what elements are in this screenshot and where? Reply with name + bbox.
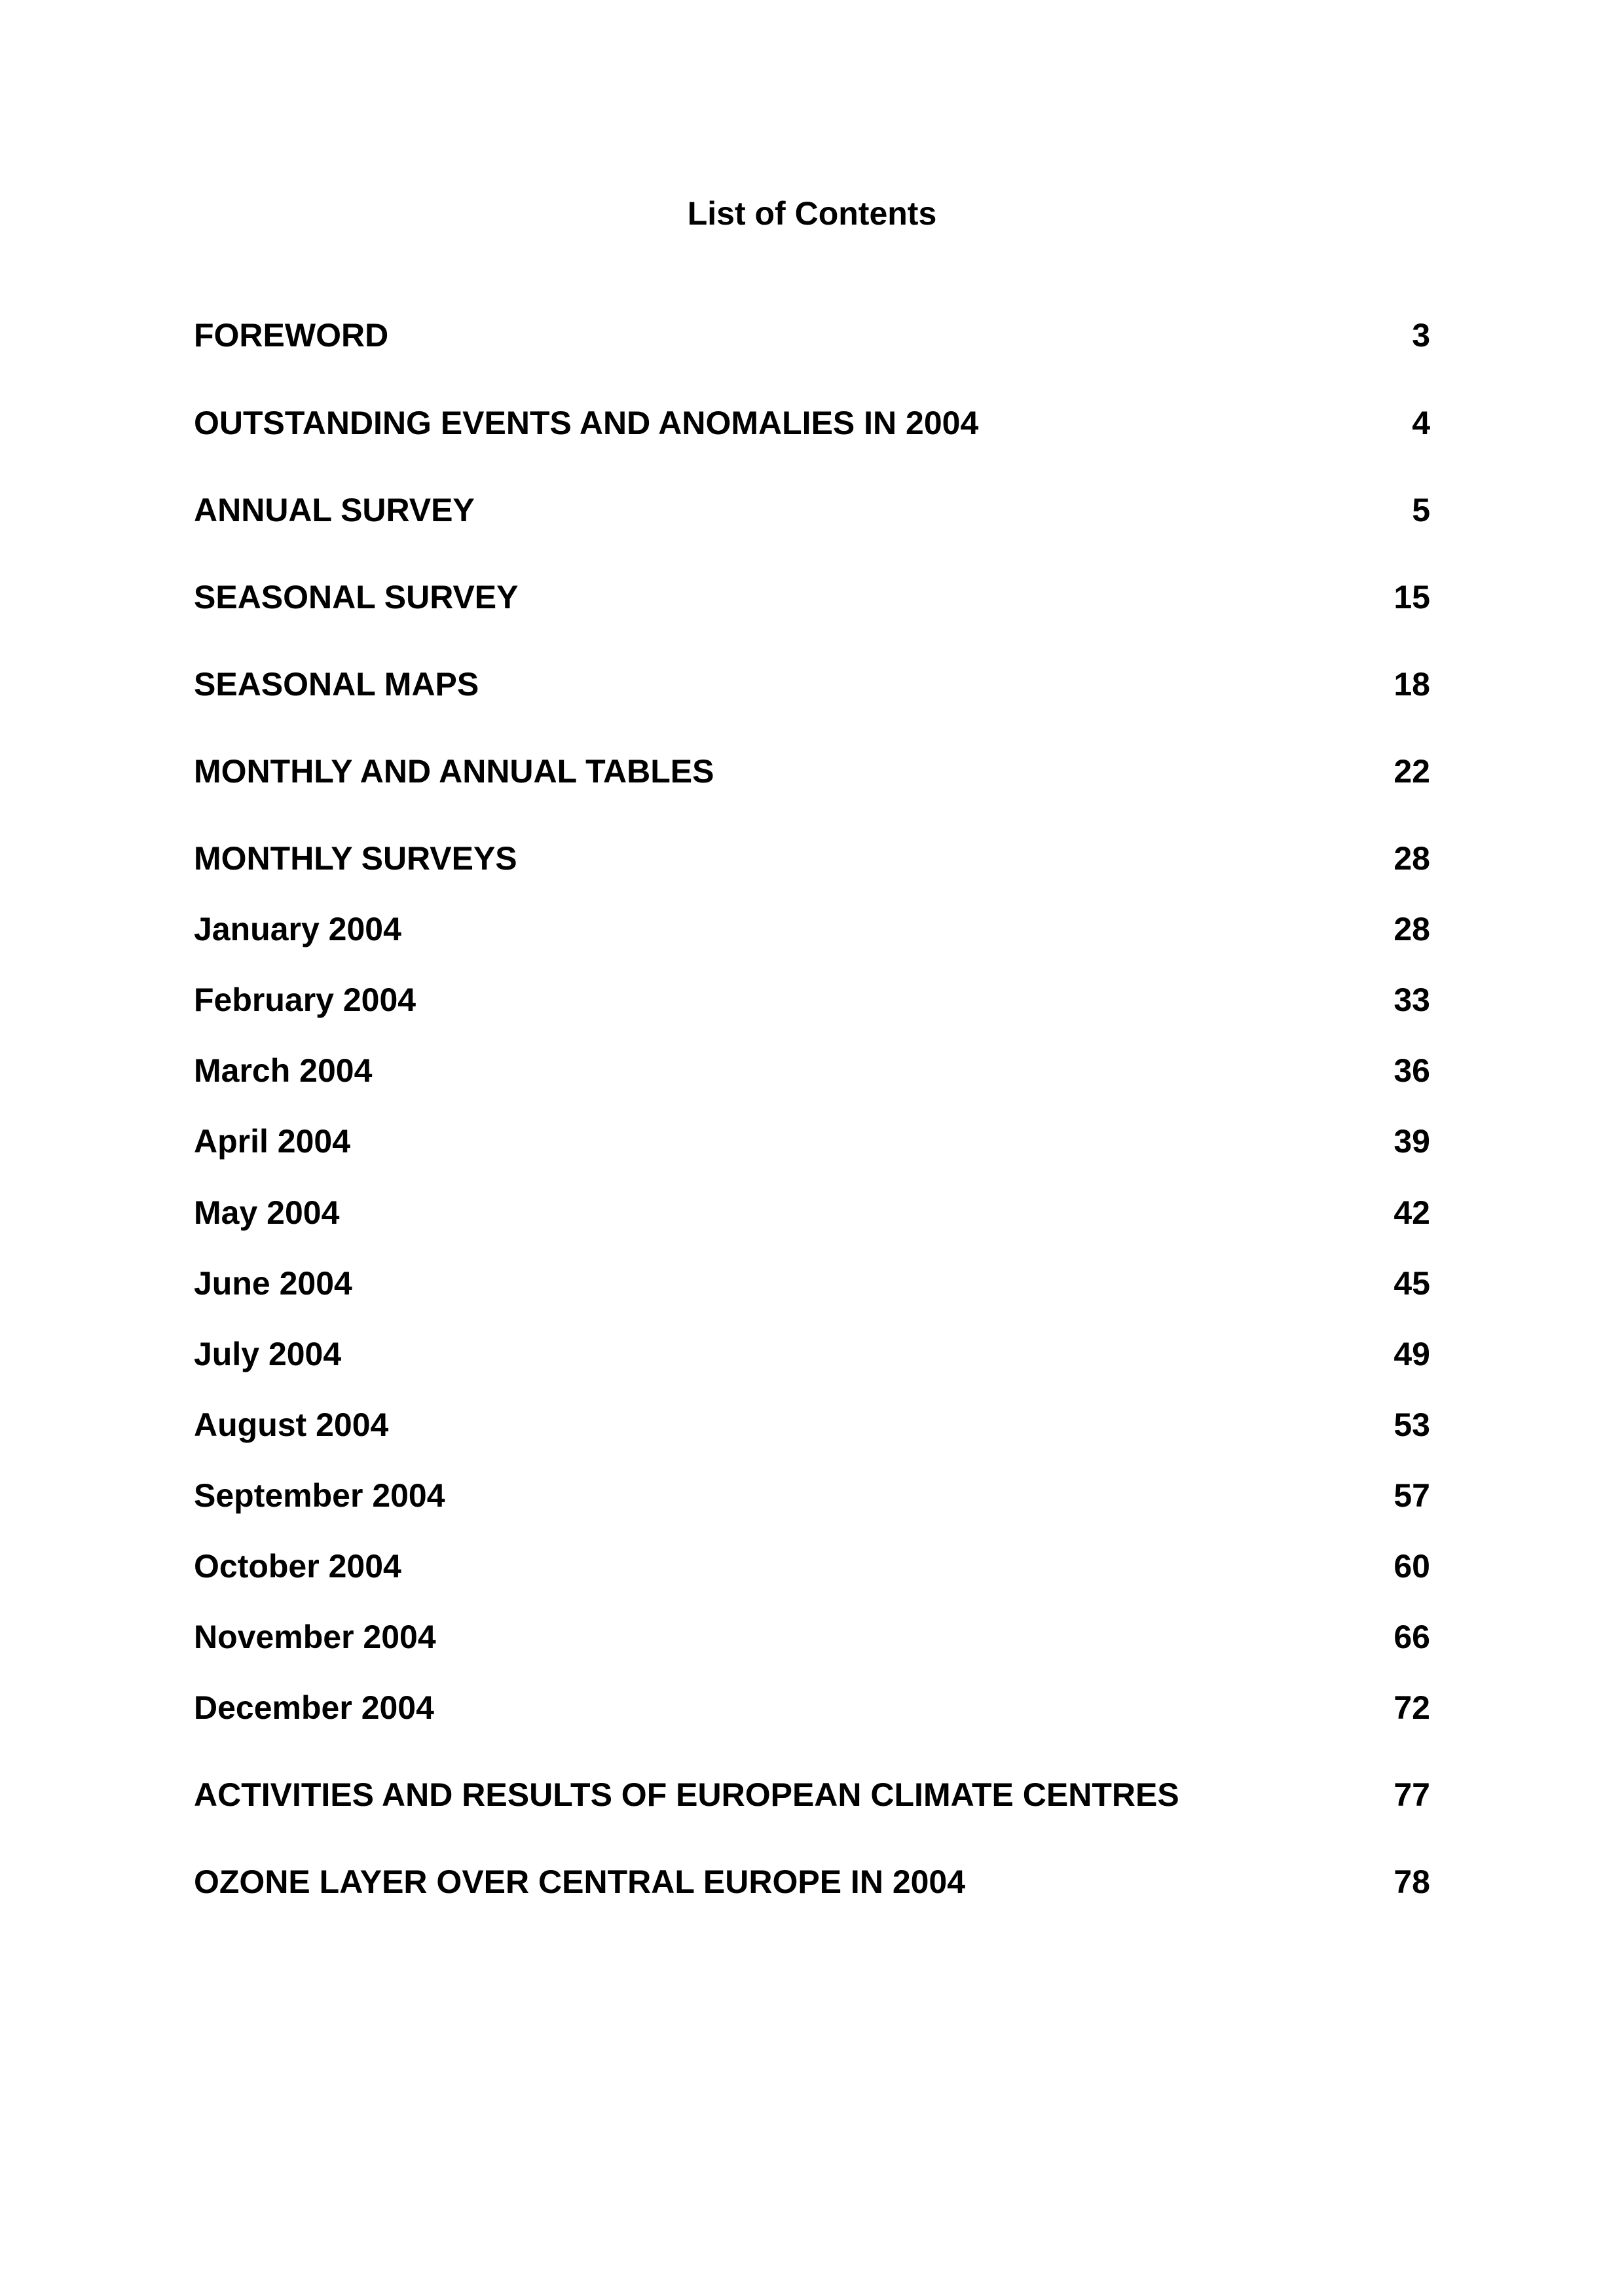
- toc-entry-label: February 2004: [194, 982, 416, 1018]
- toc-entry-label: OUTSTANDING EVENTS AND ANOMALIES IN 2004: [194, 405, 979, 441]
- toc-entry-page-number: 39: [1393, 1123, 1430, 1160]
- toc-entry-page-number: 72: [1393, 1689, 1430, 1726]
- toc-entry-seasonal-survey[interactable]: [194, 571, 1430, 623]
- toc-entry-page-number: 3: [1412, 317, 1430, 354]
- toc-entry-page-number: 5: [1412, 492, 1430, 528]
- toc-entry-european-climate-centres[interactable]: [194, 1769, 1430, 1821]
- toc-entry-label: August 2004: [194, 1406, 389, 1443]
- toc-entry-march[interactable]: [194, 1044, 1430, 1097]
- toc-entry-page-number: 49: [1393, 1336, 1430, 1372]
- toc-entry-seasonal-maps[interactable]: [194, 658, 1430, 710]
- toc-entry-label: MONTHLY AND ANNUAL TABLES: [194, 753, 714, 790]
- toc-entry-label: January 2004: [194, 911, 401, 947]
- toc-entry-page-number: 45: [1393, 1265, 1430, 1302]
- toc-entry-page-number: 33: [1393, 982, 1430, 1018]
- toc-entry-ozone-layer[interactable]: [194, 1856, 1430, 1908]
- toc-entry-page-number: 66: [1393, 1619, 1430, 1655]
- toc-entry-label: ACTIVITIES AND RESULTS OF EUROPEAN CLIMATE CENTRES: [194, 1776, 1179, 1813]
- toc-entry-label: MONTHLY SURVEYS: [194, 840, 517, 877]
- toc-entry-page-number: 57: [1393, 1477, 1430, 1514]
- toc-entry-label: SEASONAL MAPS: [194, 666, 479, 703]
- toc-entry-page-number: 42: [1393, 1194, 1430, 1231]
- toc-entry-label: November 2004: [194, 1619, 436, 1655]
- toc-entry-page-number: 53: [1393, 1406, 1430, 1443]
- toc-entry-page-number: 22: [1393, 753, 1430, 790]
- toc-entry-label: SEASONAL SURVEY: [194, 579, 519, 615]
- toc-entry-april[interactable]: [194, 1115, 1430, 1167]
- toc-entry-label: ANNUAL SURVEY: [194, 492, 475, 528]
- toc-entry-annual-survey[interactable]: [194, 484, 1430, 536]
- toc-entry-january[interactable]: [194, 903, 1430, 955]
- toc-entry-august[interactable]: [194, 1399, 1430, 1451]
- toc-entry-october[interactable]: [194, 1540, 1430, 1592]
- toc-entry-outstanding-events[interactable]: [194, 397, 1430, 449]
- toc-entry-page-number: 78: [1393, 1864, 1430, 1900]
- toc-entry-page-number: 60: [1393, 1548, 1430, 1585]
- toc-entry-june[interactable]: [194, 1257, 1430, 1310]
- toc-entry-page-number: 28: [1393, 840, 1430, 877]
- page-title: List of Contents: [687, 195, 937, 232]
- toc-entry-label: OZONE LAYER OVER CENTRAL EUROPE IN 2004: [194, 1864, 966, 1900]
- toc-entry-label: December 2004: [194, 1689, 434, 1726]
- toc-entry-label: July 2004: [194, 1336, 342, 1372]
- toc-entry-label: June 2004: [194, 1265, 352, 1302]
- toc-entry-february[interactable]: [194, 974, 1430, 1026]
- toc-entry-label: March 2004: [194, 1052, 373, 1089]
- toc-entry-december[interactable]: [194, 1681, 1430, 1734]
- toc-entry-monthly-annual-tables[interactable]: [194, 745, 1430, 798]
- toc-entry-label: September 2004: [194, 1477, 445, 1514]
- toc-entry-page-number: 4: [1412, 405, 1430, 441]
- toc-entry-may[interactable]: [194, 1186, 1430, 1239]
- toc-entry-september[interactable]: [194, 1469, 1430, 1522]
- toc-entry-label: October 2004: [194, 1548, 401, 1585]
- toc-entry-november[interactable]: [194, 1611, 1430, 1663]
- toc-entry-july[interactable]: [194, 1328, 1430, 1380]
- toc-entry-page-number: 15: [1393, 579, 1430, 615]
- toc-entry-monthly-surveys[interactable]: [194, 832, 1430, 885]
- toc-entry-page-number: 77: [1393, 1776, 1430, 1813]
- toc-entry-page-number: 28: [1393, 911, 1430, 947]
- toc-entry-label: FOREWORD: [194, 317, 389, 354]
- toc-entry-page-number: 36: [1393, 1052, 1430, 1089]
- toc-entry-foreword[interactable]: [194, 309, 1430, 361]
- toc-entry-label: May 2004: [194, 1194, 340, 1231]
- toc-entry-label: April 2004: [194, 1123, 351, 1160]
- toc-entry-page-number: 18: [1393, 666, 1430, 703]
